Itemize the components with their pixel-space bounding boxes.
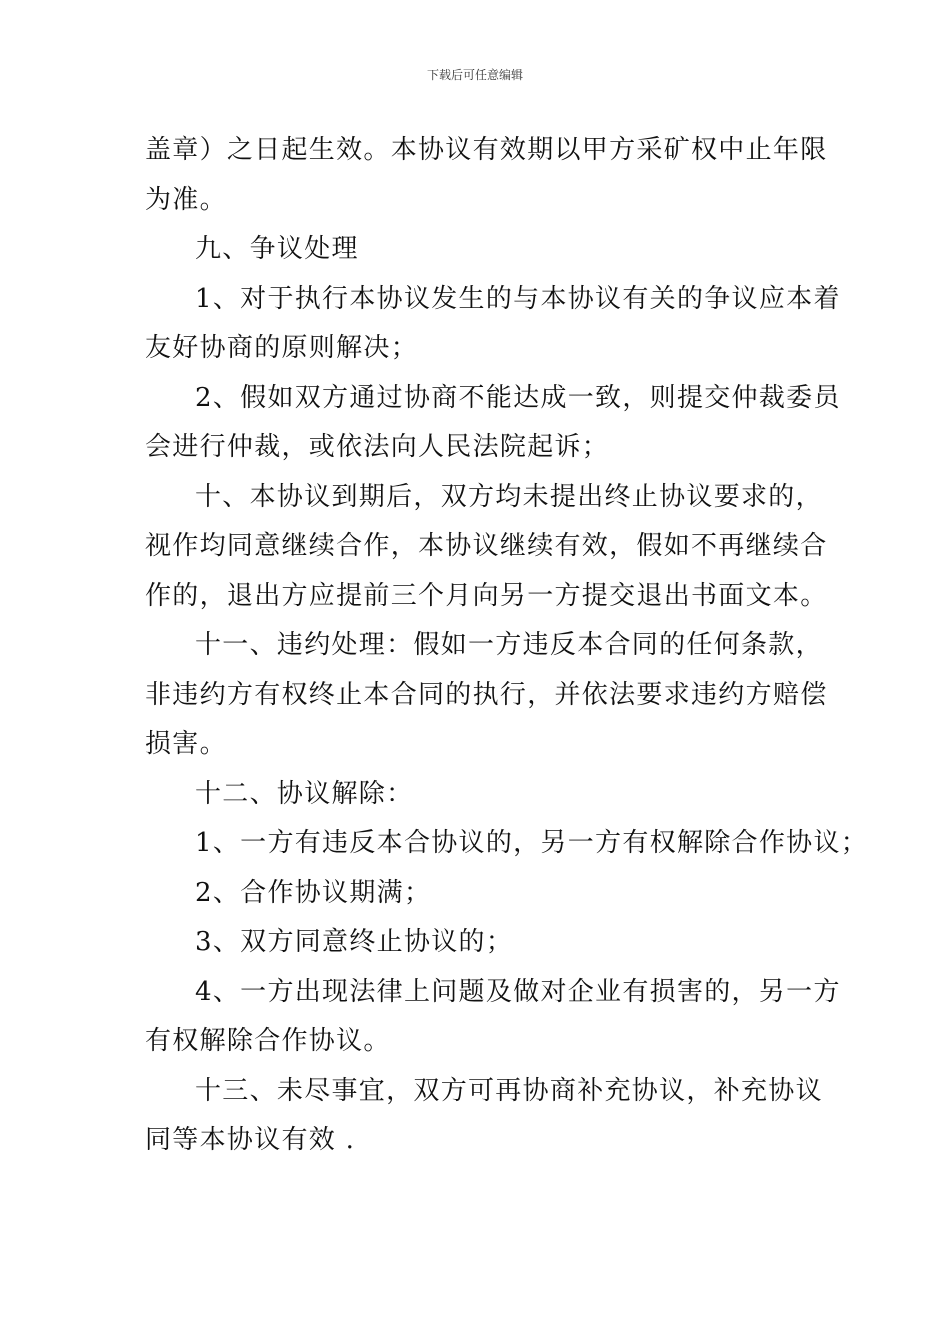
text-line: 损害。 xyxy=(145,729,227,759)
text-line: 友好协商的原则解决； xyxy=(145,333,419,363)
text-line: 作的，退出方应提前三个月向另一方提交退出书面文本。 xyxy=(145,580,828,611)
text-line: 4、一方出现法律上问题及做对企业有损害的，另一方 xyxy=(195,976,841,1007)
page-header-note: 下载后可任意编辑 xyxy=(426,68,523,82)
text-line: 非违约方有权终止本合同的执行，并依法要求违约方赔偿 xyxy=(145,679,828,710)
section-heading-termination: 十二、协议解除： xyxy=(195,778,414,809)
text-line: 2、假如双方通过协商不能达成一致，则提交仲裁委员 xyxy=(195,382,841,413)
text-line: 视作均同意继续合作，本协议继续有效，假如不再继续合 xyxy=(145,531,828,561)
text-line: 十三、未尽事宜，双方可再协商补充协议，补充协议 xyxy=(195,1075,823,1106)
text-line: 2、合作协议期满； xyxy=(195,877,432,908)
section-heading-dispute: 九、争议处理 xyxy=(195,234,359,264)
text-line: 1、一方有违反本合协议的，另一方有权解除合作协议； xyxy=(195,828,869,858)
text-line: 1、对于执行本协议发生的与本协议有关的争议应本着 xyxy=(195,283,841,314)
text-line: 同等本协议有效 . xyxy=(145,1125,356,1155)
text-line: 为准。 xyxy=(145,184,227,215)
text-line: 盖章）之日起生效。本协议有效期以甲方采矿权中止年限 xyxy=(145,135,828,165)
text-line: 会进行仲裁，或依法向人民法院起诉； xyxy=(145,432,610,462)
text-line: 3、双方同意终止协议的； xyxy=(195,927,514,957)
text-line: 十一、违约处理：假如一方违反本合同的任何条款， xyxy=(195,630,823,660)
text-line: 有权解除合作协议。 xyxy=(145,1026,391,1056)
document-body xyxy=(145,126,869,1166)
text-line: 十、本协议到期后，双方均未提出终止协议要求的， xyxy=(195,481,823,512)
